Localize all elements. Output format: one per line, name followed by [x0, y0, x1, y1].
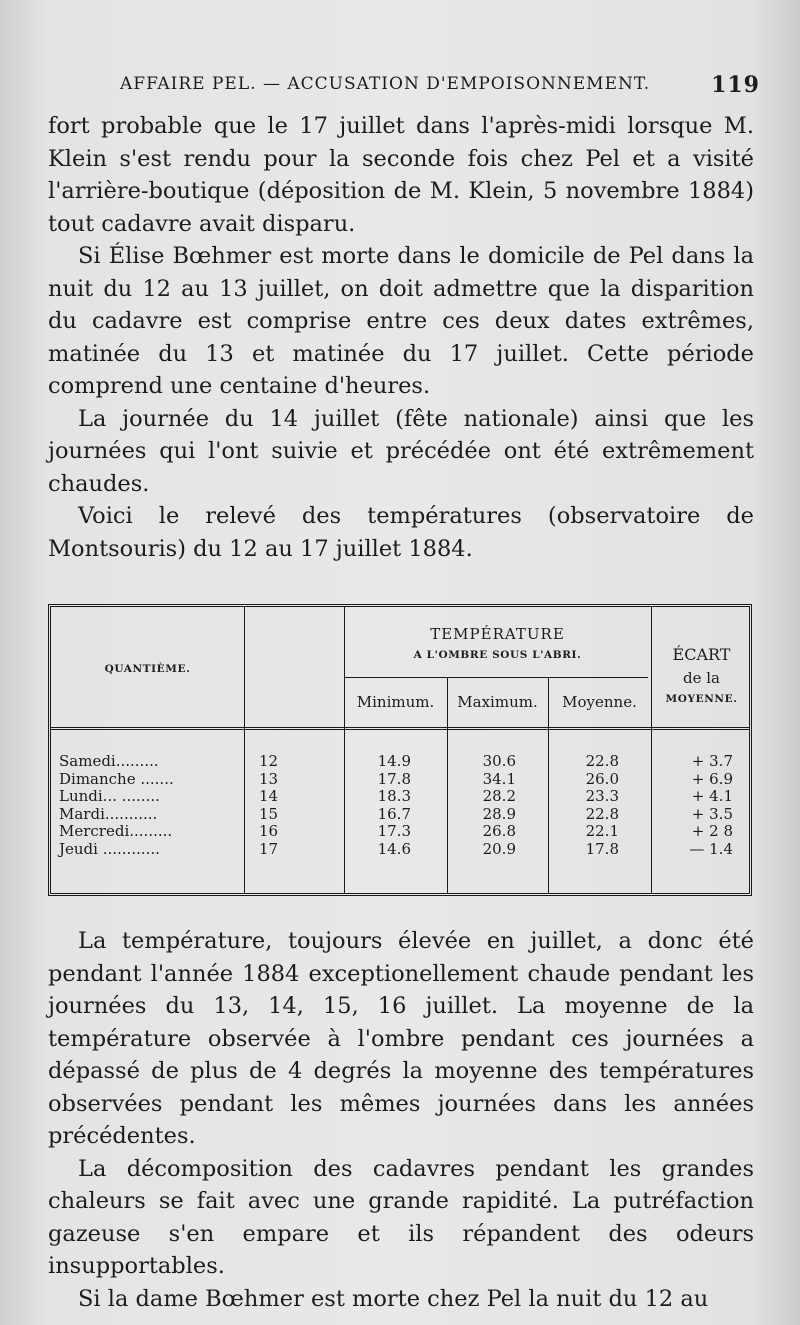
day-column: [59, 753, 239, 858]
table-cell-max: 28.2: [482, 787, 516, 805]
table-cell-max: 34.1: [482, 769, 516, 788]
header-ecart-moyenne: MOYENNE.: [665, 693, 738, 705]
moyenne-column: [559, 753, 619, 858]
table-cell-moy: 26.0: [585, 769, 619, 788]
table-cell-ecart: + 6.9: [691, 769, 733, 788]
text-block-top: [48, 110, 754, 565]
table-cell-moy: 22.8: [585, 752, 619, 770]
table-row-day: Dimanche .......: [59, 769, 174, 788]
header-temperature: TEMPÉRATURE: [430, 625, 565, 643]
date-column: [259, 753, 309, 858]
running-title: AFFAIRE PEL. — ACCUSATION D'EMPOISONNEMENT.: [120, 74, 651, 94]
paragraph: Si la dame Bœhmer est morte chez Pel la nuit du 12 au: [78, 1285, 709, 1312]
paragraph: Voici le relevé des températures (observatoire de Montsouris) du 12 au 17 juillet 1884.: [48, 503, 754, 562]
paragraph: fort probable que le 17 juillet dans l'après-midi lorsque M. Klein s'est rendu pour la seconde fois chez Pel et a visité l'arrière-boutique (déposition de M. Klein, 5 novembre 1884) tout cadavre avait disparu.: [48, 113, 754, 237]
table-cell-moy: 22.8: [585, 804, 619, 823]
table-row-date: 13: [259, 769, 279, 788]
table-cell-min: 16.7: [377, 804, 411, 823]
table-cell-ecart: + 2 8: [691, 822, 733, 840]
table-row-day: Jeudi ............: [59, 839, 160, 858]
table-cell-max: 30.6: [482, 752, 516, 770]
table-cell-moy: 22.1: [585, 822, 619, 840]
table-row-day: Samedi.........: [59, 752, 159, 770]
table-cell-min: 17.8: [377, 769, 411, 788]
table-row-date: 16: [259, 822, 279, 840]
table-row-date: 15: [259, 804, 279, 823]
minimum-column: [351, 753, 411, 858]
table-cell-ecart: — 1.4: [689, 839, 733, 858]
header-moyenne: Moyenne.: [562, 693, 637, 711]
ecart-column: [663, 753, 733, 858]
paragraph: La température, toujours élevée en juillet, a donc été pendant l'année 1884 exceptionellement chaude pendant les journées du 13, 14, 15, 16 juillet. La moyenne de la température observée à l'ombre pendant ces journées a dépassé de plus de 4 degrés la moyenne des températures observées pendant les mêmes journées dans les années précédentes.: [48, 928, 754, 1149]
paragraph: Si Élise Bœhmer est morte dans le domicile de Pel dans la nuit du 12 au 13 juillet, on doit admettre que la disparition du cadavre est comprise entre ces deux dates extrêmes, matinée du 13 et matinée du 17 juillet. Cette période comprend une centaine d'heures.: [48, 243, 754, 399]
table-cell-max: 20.9: [482, 839, 516, 858]
text-block-bottom: [48, 925, 754, 1315]
maximum-column: [456, 753, 516, 858]
table-cell-min: 17.3: [377, 822, 411, 840]
header-minimum: Minimum.: [356, 693, 435, 711]
table-cell-max: 26.8: [482, 822, 516, 840]
header-maximum: Maximum.: [457, 693, 538, 711]
table-cell-moy: 17.8: [585, 839, 619, 858]
table-cell-ecart: + 3.5: [691, 804, 733, 823]
table-cell-ecart: + 4.1: [691, 787, 733, 805]
table-cell-min: 18.3: [377, 787, 411, 805]
paragraph: La journée du 14 juillet (fête nationale) ainsi que les journées qui l'ont suivie et précédée ont été extrêmement chaudes.: [48, 405, 754, 497]
table-cell-ecart: + 3.7: [691, 752, 733, 770]
header-ecart: ÉCART: [672, 645, 731, 664]
table-row-date: 14: [259, 787, 279, 805]
table-cell-min: 14.6: [377, 839, 411, 858]
table-row-date: 17: [259, 839, 279, 858]
page-number: 119: [711, 72, 760, 98]
header-temperature-sub: A L'OMBRE SOUS L'ABRI.: [413, 649, 582, 661]
table-row-date: 12: [259, 752, 279, 770]
table-row-day: Lundi... ........: [59, 787, 160, 805]
table-cell-moy: 23.3: [585, 787, 619, 805]
header-ecart-dela: de la: [683, 669, 720, 687]
header-quantieme: QUANTIÈME.: [104, 663, 191, 675]
table-row-day: Mardi...........: [59, 804, 158, 823]
table-cell-max: 28.9: [482, 804, 516, 823]
table-cell-min: 14.9: [377, 752, 411, 770]
paragraph: La décomposition des cadavres pendant les grandes chaleurs se fait avec une grande rapidité. La putréfaction gazeuse s'en empare et ils répandent des odeurs insupportables.: [48, 1155, 754, 1279]
table-row-day: Mercredi.........: [59, 822, 173, 840]
temperature-table: [48, 604, 752, 896]
